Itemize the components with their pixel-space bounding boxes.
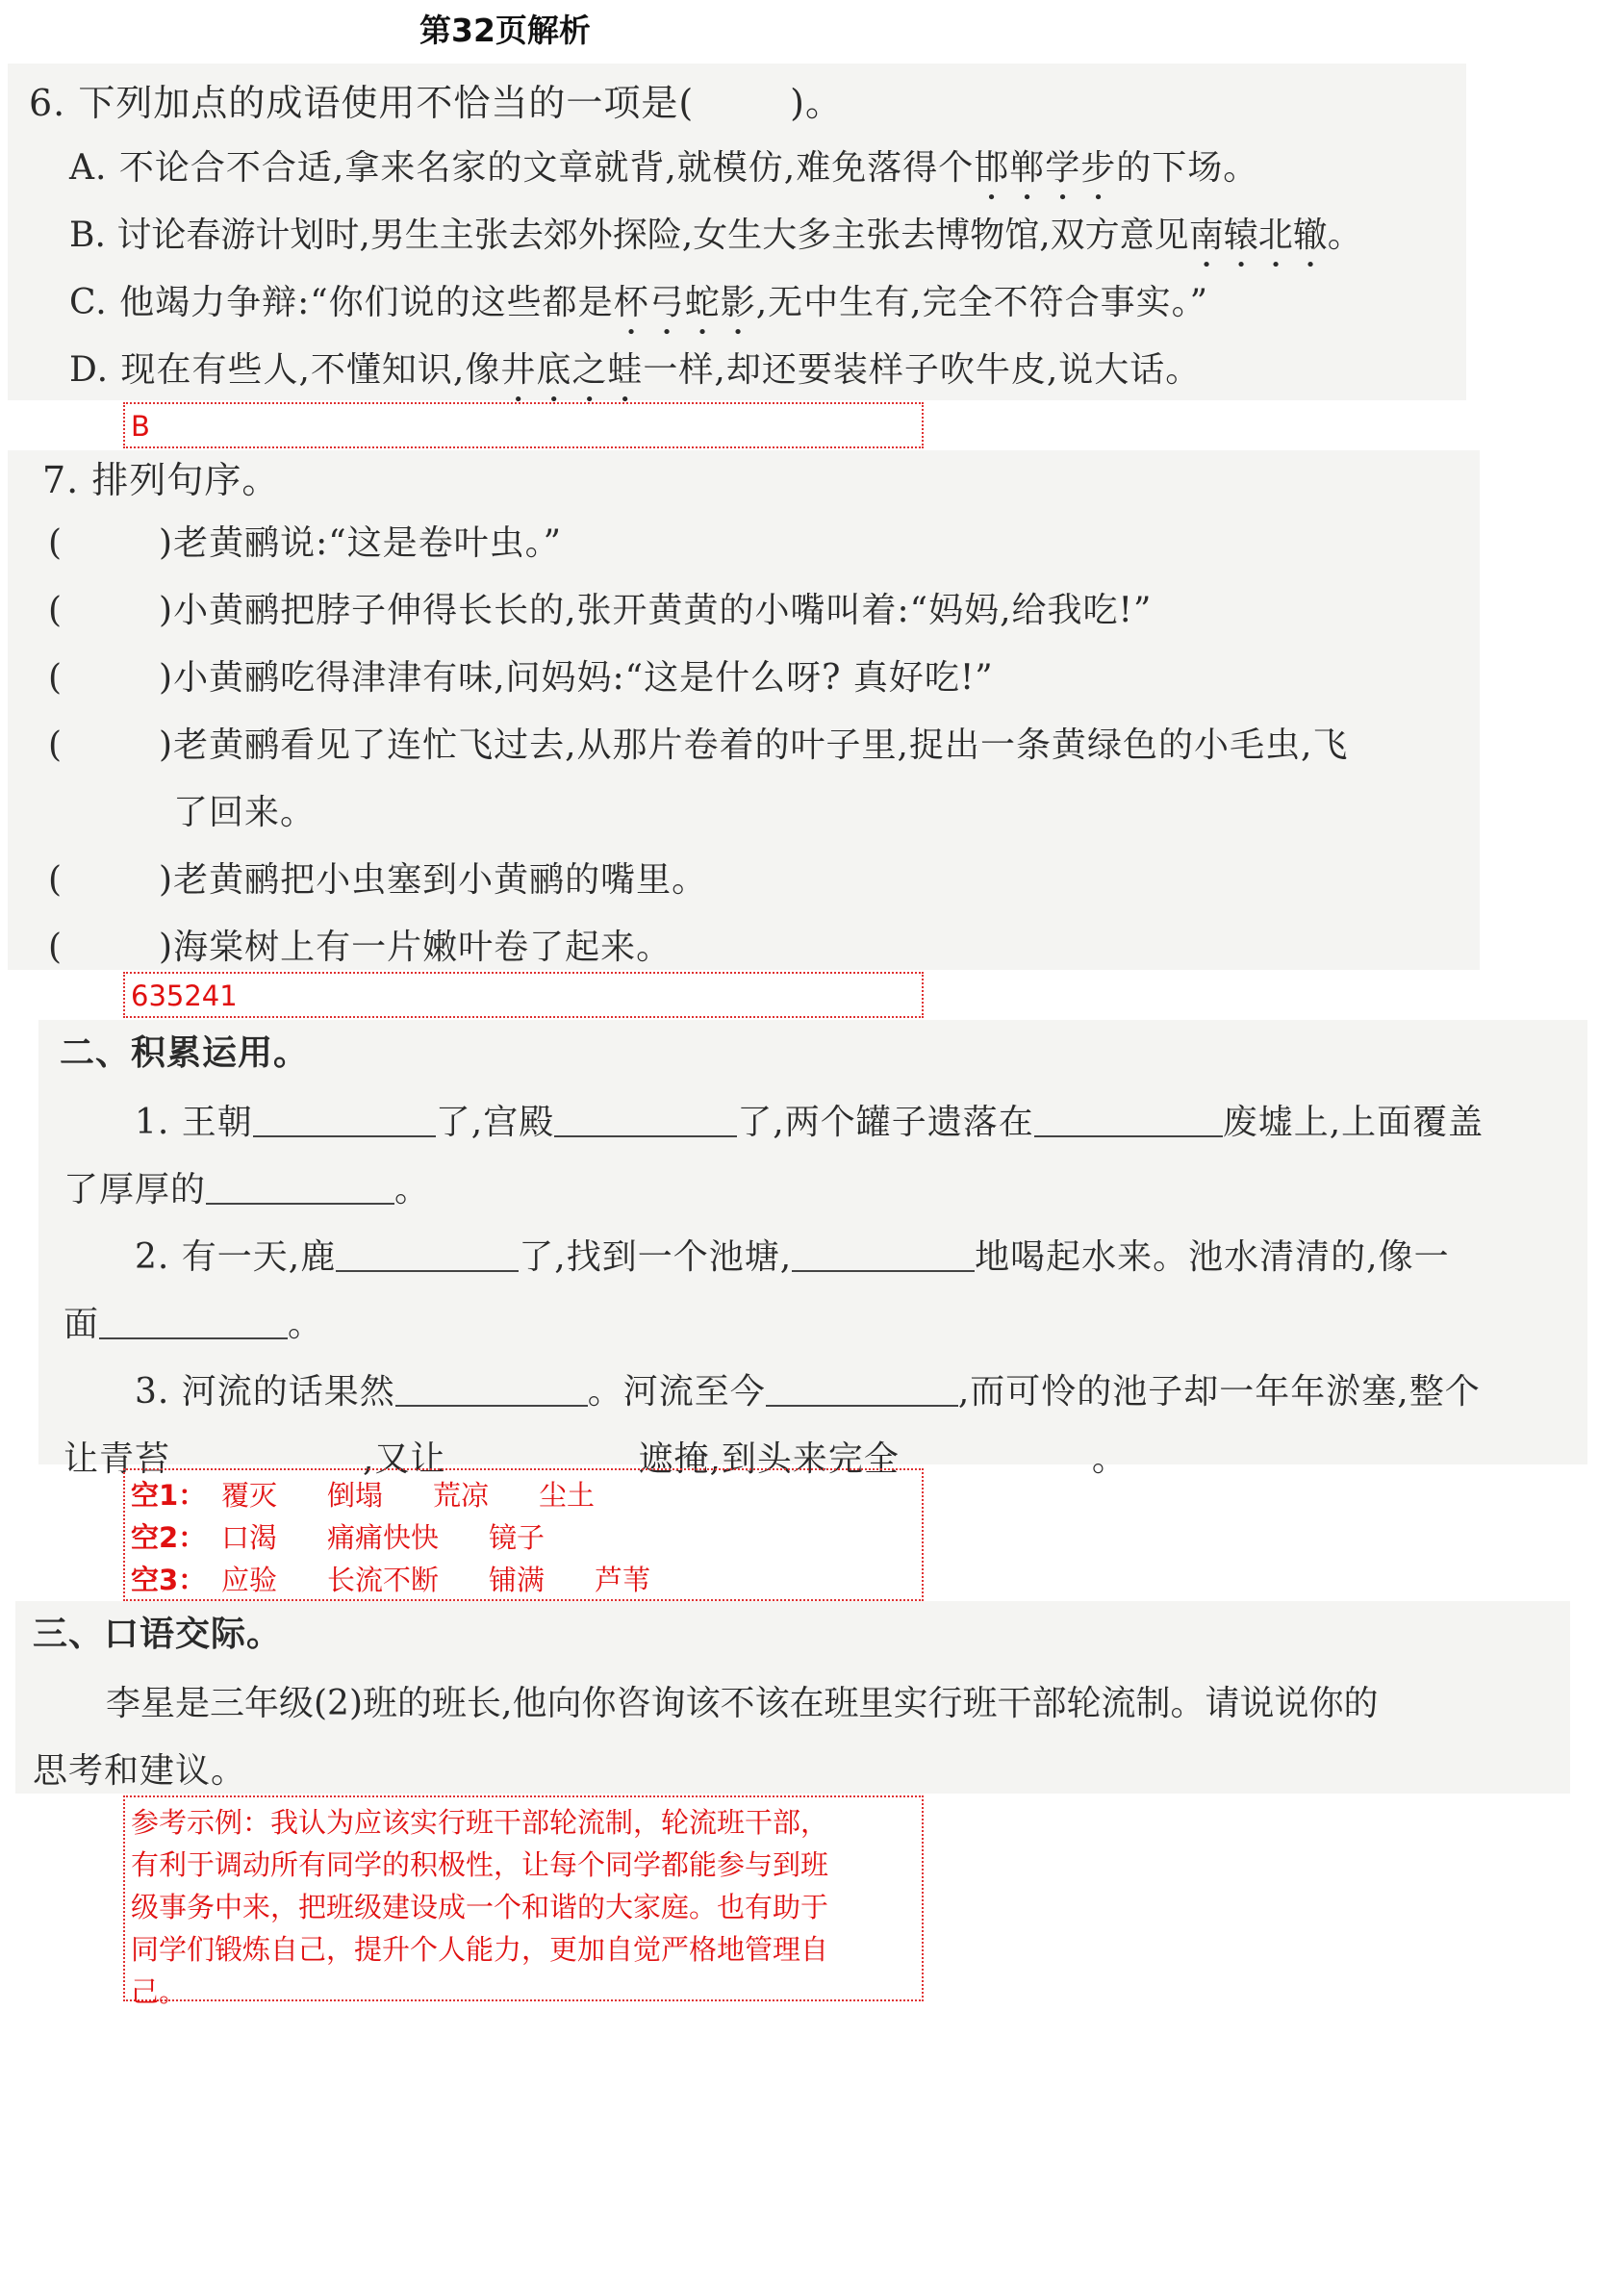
answer-line-2: 有利于调动所有同学的积极性，让每个同学都能参与到班 xyxy=(131,1848,829,1881)
answer-row-2: 空2： 口渴 痛痛快快 镜子 xyxy=(131,1521,546,1554)
answer-row-1: 空1： 覆灭 倒塌 荒凉 尘土 xyxy=(131,1479,596,1512)
answer-row-3: 空3： 应验 长流不断 铺满 芦苇 xyxy=(131,1564,651,1596)
q6-option-a: A. 不论合不合适,拿来名家的文章就背,就模仿,难免落得个邯郸学步的下场。 xyxy=(69,148,1259,188)
sec3-prompt-line-1: 李星是三年级(2)班的班长,他向你咨询该不该在班里实行班干部轮流制。请说说你的 xyxy=(106,1684,1379,1723)
page-title: 第32页解析 xyxy=(419,12,591,49)
sec2-line-4: 面 。 xyxy=(63,1305,324,1344)
q7-item-2: ( )小黄鹂把脖子伸得长长的,张开黄黄的小嘴叫着:“妈妈,给我吃!” xyxy=(48,591,1153,630)
answer-line-4: 同学们锻炼自己，提升个人能力，更加自觉严格地管理自 xyxy=(131,1933,829,1966)
sec2-line-2: 了厚厚的 。 xyxy=(63,1170,431,1209)
q7-stem: 7. 排列句序。 xyxy=(42,459,280,501)
sec2-line-5: 3. 河流的话果然 。河流至今 ,而可怜的池子却一年年淤塞,整个 xyxy=(135,1372,1481,1412)
dotted-idiom: 杯弓蛇影 xyxy=(613,283,756,322)
answer-line-5: 己。 xyxy=(131,1975,188,2008)
dotted-idiom: 南辕北辙 xyxy=(1188,216,1328,255)
answer-line-3: 级事务中来，把班级建设成一个和谐的大家庭。也有助于 xyxy=(131,1891,829,1923)
sec3-answer-box xyxy=(123,1795,924,2008)
q7-item-4-continued: 了回来。 xyxy=(173,793,317,832)
q6-option-b: B. 讨论春游计划时,男生主张去郊外探险,女生大多主张去博物馆,双方意见南辕北辙。 xyxy=(69,216,1362,255)
q7-answer: 635241 xyxy=(131,980,238,1012)
sec2-line-3: 2. 有一天,鹿 了,找到一个池塘, 地喝起水来。池水清清的,像一 xyxy=(135,1237,1450,1277)
q6-option-d: D. 现在有些人,不懂知识,像井底之蛙一样,却还要装样子吹牛皮,说大话。 xyxy=(69,350,1202,390)
q6-answer: B xyxy=(131,410,150,443)
q7-item-6: ( )海棠树上有一片嫩叶卷了起来。 xyxy=(48,928,672,967)
q7-item-5: ( )老黄鹂把小虫塞到小黄鹂的嘴里。 xyxy=(48,860,708,900)
sec2-line-6: 让青苔 ,又让 遮掩,到头来完全 。 xyxy=(63,1439,1128,1479)
q6-stem: 6. 下列加点的成语使用不恰当的一项是( )。 xyxy=(29,82,843,124)
sec3-prompt-line-2: 思考和建议。 xyxy=(33,1751,247,1791)
q7-answer-box xyxy=(123,972,924,1018)
sec2-answer-box xyxy=(123,1468,924,1601)
q6-answer-box xyxy=(123,402,924,448)
dotted-idiom: 井底之蛙 xyxy=(500,350,644,390)
sec2-heading: 二、积累运用。 xyxy=(60,1032,310,1073)
q7-item-1: ( )老黄鹂说:“这是卷叶虫。” xyxy=(48,523,563,563)
sec2-line-1: 1. 王朝 了,宫殿 了,两个罐子遗落在 废墟上,上面覆盖 xyxy=(135,1103,1484,1142)
q7-item-4: ( )老黄鹂看见了连忙飞过去,从那片卷着的叶子里,捉出一条黄绿色的小毛虫,飞 xyxy=(48,725,1349,765)
dotted-idiom: 邯郸学步 xyxy=(974,148,1117,188)
q7-item-3: ( )小黄鹂吃得津津有味,问妈妈:“这是什么呀? 真好吃!” xyxy=(48,658,994,698)
answer-line-1: 参考示例：我认为应该实行班干部轮流制，轮流班干部， xyxy=(131,1806,829,1839)
q6-option-c: C. 他竭力争辩:“你们说的这些都是杯弓蛇影,无中生有,完全不符合事实。” xyxy=(69,283,1208,322)
sec3-heading: 三、口语交际。 xyxy=(33,1614,283,1654)
